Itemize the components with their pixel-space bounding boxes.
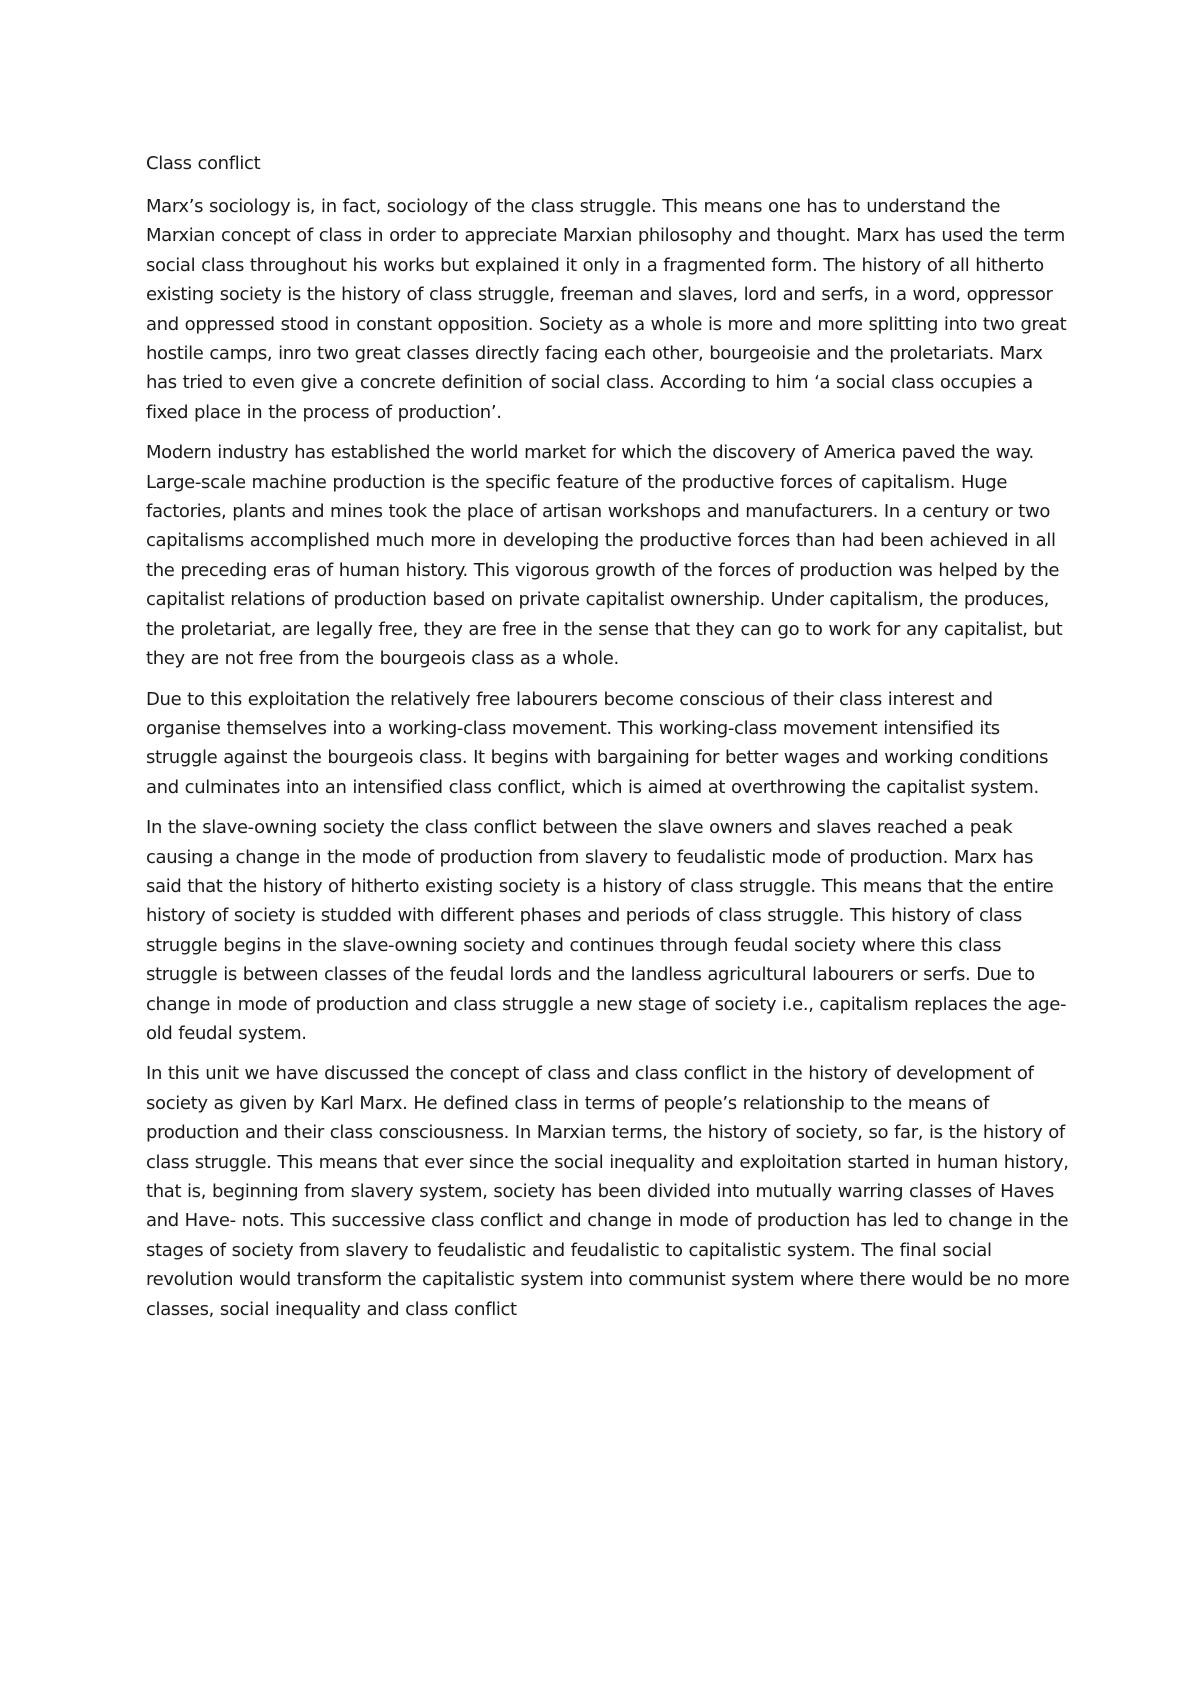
paragraph-modern-industry: Modern industry has established the world market for which the discovery of America paved the way. Large-scale machine production is the specific feature of the productive forces of capitalism. Huge factories, plants and mines took the place of artisan workshops and manufacturers. In a century or two capitalisms accomplished much more in developing the productive forces than had been achieved in all the preceding eras of human history. This vigorous growth of the forces of production was helped by the capitalist relations of production based on private capitalist ownership. Under capitalism, the produces, the proletariat, are legally free, they are free in the sense that they can go to work for any capitalist, but they are not free from the bourgeois class as a whole.	[146, 442, 1063, 670]
paragraph-class-struggle-intro: Marx’s sociology is, in fact, sociology of the class struggle. This means one has to understand the Marxian concept of class in order to appreciate Marxian philosophy and thought. Marx has used the term social class throughout his works but explained it only in a fragmented form. The history of all hitherto existing society is the history of class struggle, freeman and slaves, lord and serfs, in a word, oppressor and oppressed stood in constant opposition. Society as a whole is more and more splitting into two great hostile camps, inro two great classes directly facing each other, bourgeoisie and the proletariats. Marx has tried to even give a concrete definition of social class. According to him ‘a social class occupies a fixed place in the process of production’.	[146, 196, 1067, 423]
paragraph-working-class-movement: Due to this exploitation the relatively free labourers become conscious of their class interest and organise themselves into a working-class movement. This working-class movement intensified its struggle against the bourgeois class. It begins with bargaining for better wages and working conditions and culminates into an intensified class conflict, which is aimed at overthrowing the capitalist system.	[146, 688, 1049, 798]
document-body	[146, 149, 1071, 1335]
paragraph-slave-owning-society: In the slave-owning society the class conflict between the slave owners and slaves reached a peak causing a change in the mode of production from slavery to feudalistic mode of production. Marx has said that the history of hitherto existing society is a history of class struggle. This means that the entire history of society is studded with different phases and periods of class struggle. This history of class struggle begins in the slave-owning society and continues through feudal society where this class struggle is between classes of the feudal lords and the landless agricultural labourers or serfs. Due to change in mode of production and class struggle a new stage of society i.e., capitalism replaces the age-old feudal system.	[146, 817, 1067, 1044]
document-title: Class conflict	[146, 153, 261, 174]
paragraph-unit-summary: In this unit we have discussed the concept of class and class conflict in the history of development of society as given by Karl Marx. He defined class in terms of people’s relationship to the means of production and their class consciousness. In Marxian terms, the history of society, so far, is the history of class struggle. This means that ever since the social inequality and exploitation started in human history, that is, beginning from slavery system, society has been divided into mutually warring classes of Haves and Have- nots. This successive class conflict and change in mode of production has led to change in the stages of society from slavery to feudalistic and feudalistic to capitalistic system. The final social revolution would transform the capitalistic system into communist system where there would be no more classes, social inequality and class conflict	[146, 1063, 1070, 1320]
